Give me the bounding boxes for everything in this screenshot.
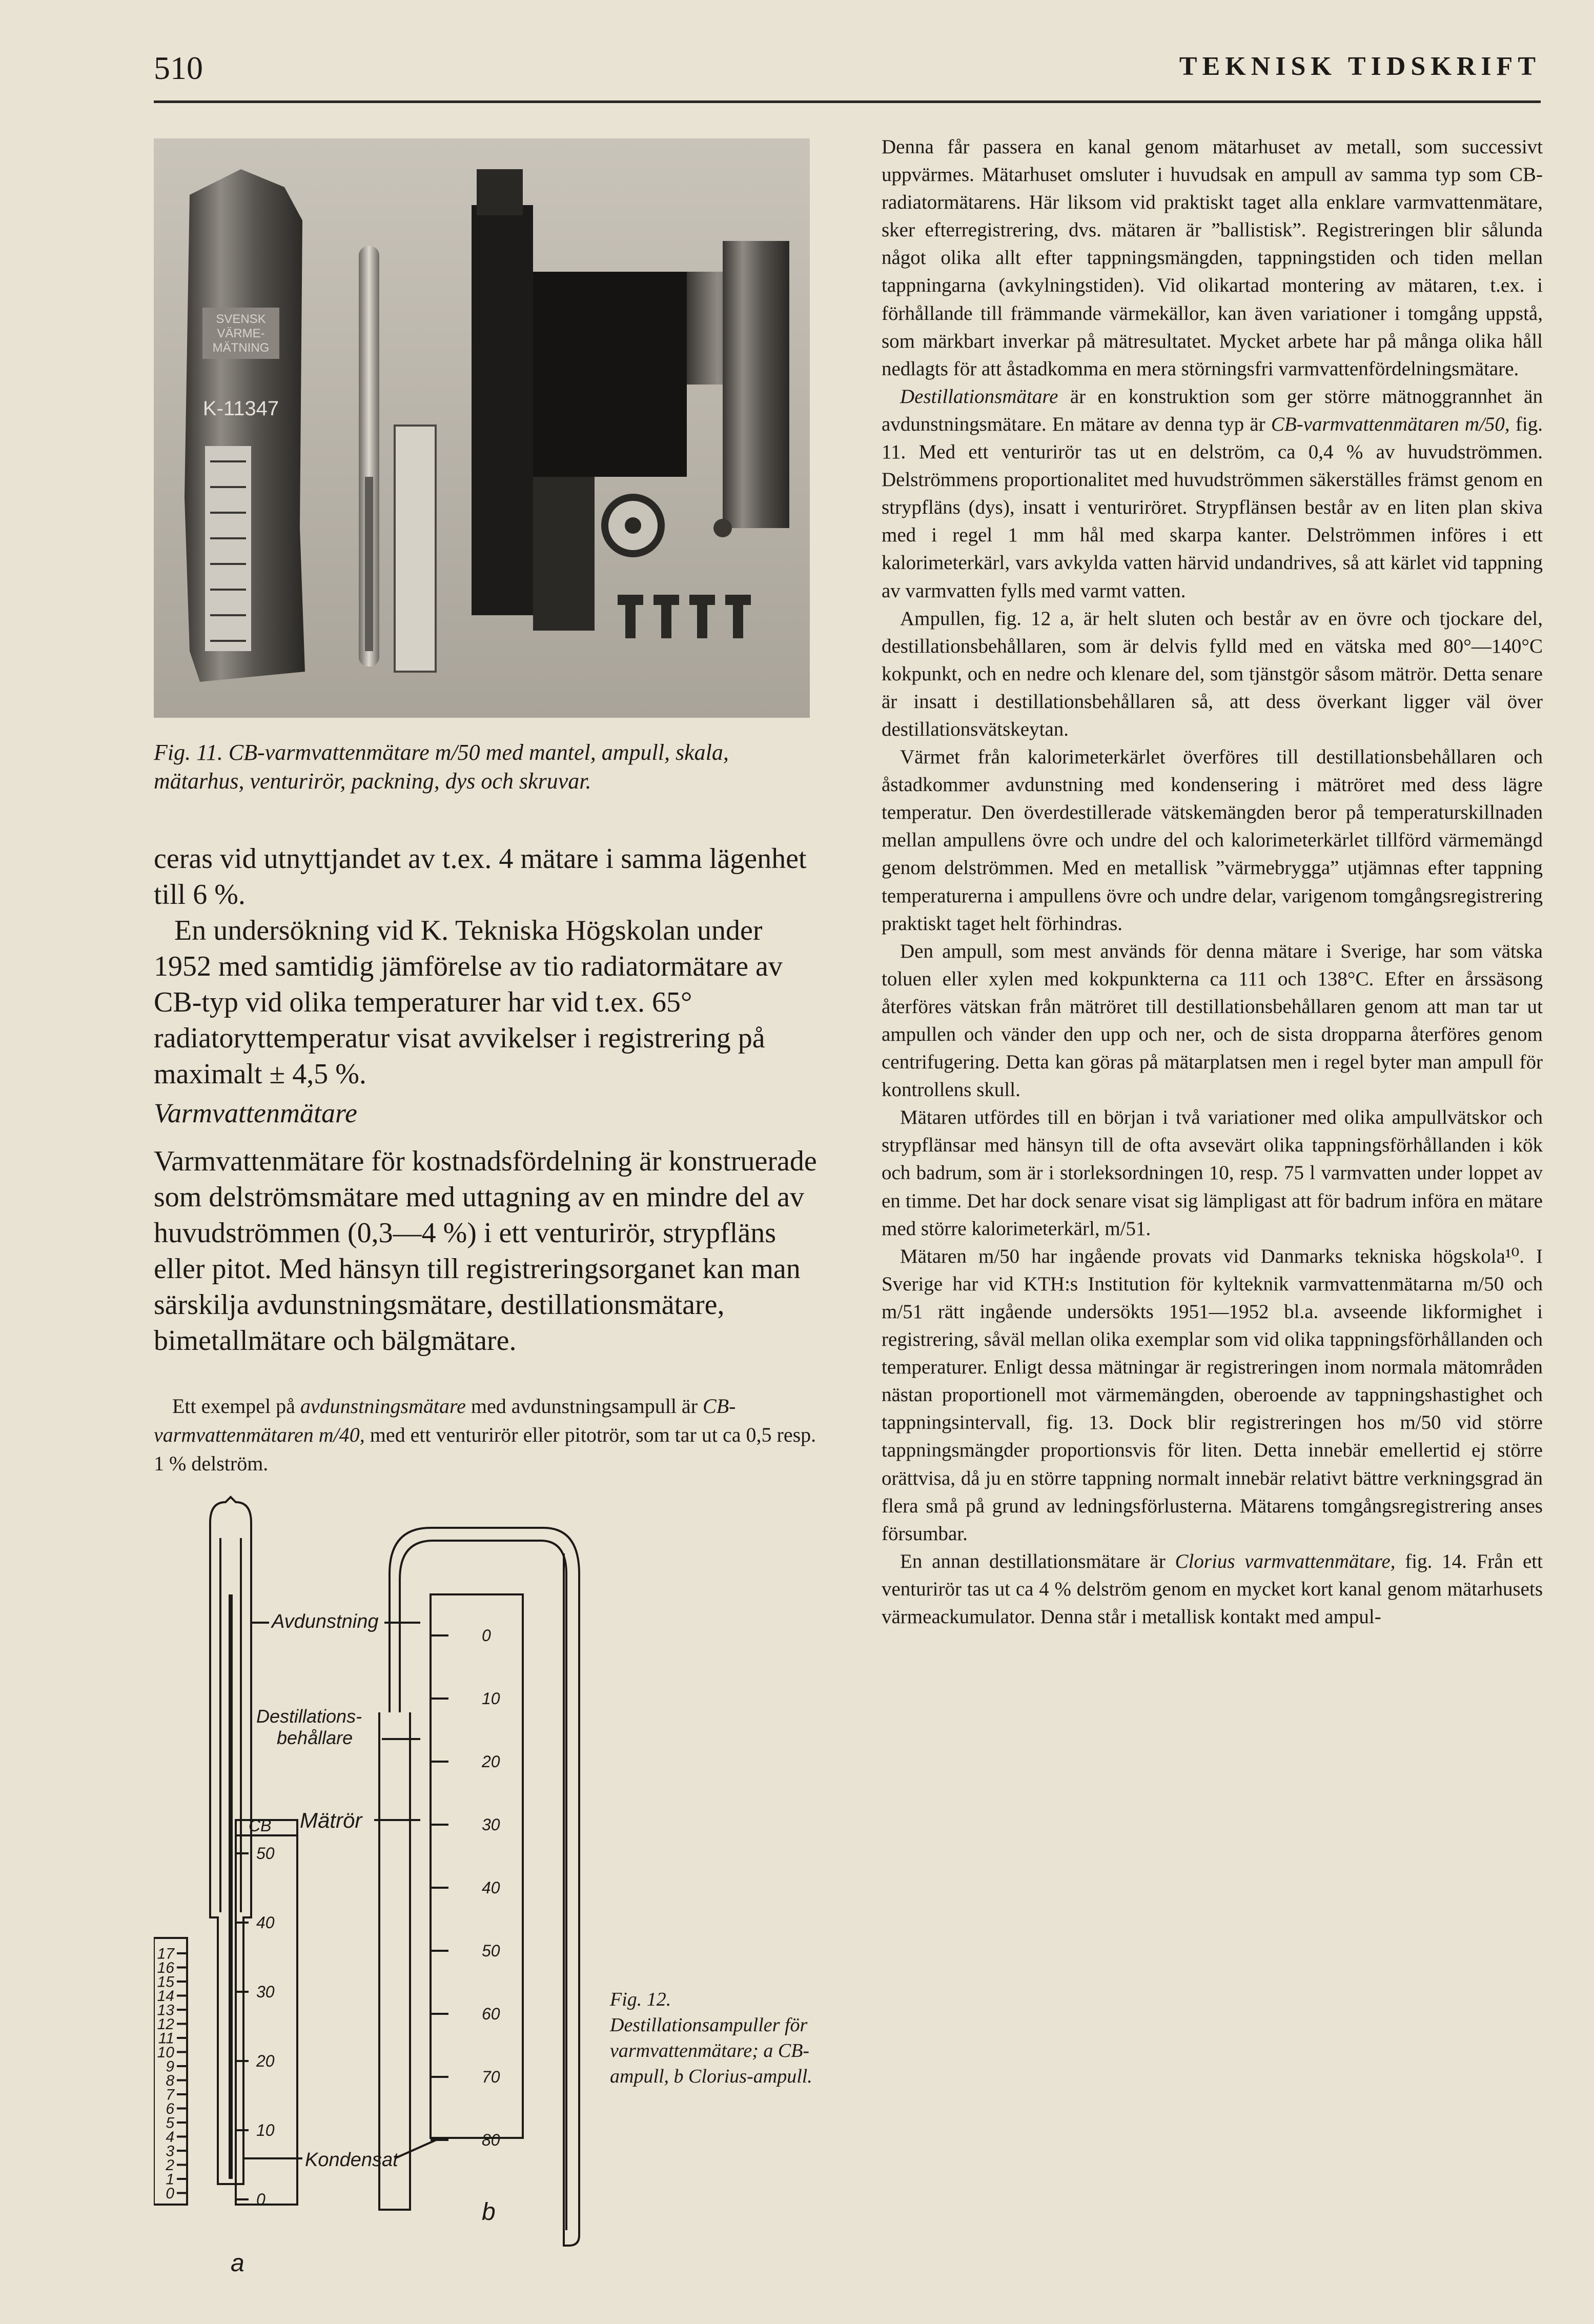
left-paragraph-4: Ett exempel på avdunstningsmätare med avdunstningsampull är CB-varmvattenmätaren m/40, med ett venturirör eller pitotrör, som tar ut ca 0,5 resp. 1 % delström. [154,1395,816,1475]
casing-window [205,446,251,651]
right-paragraph-8: En annan destillationsmätare är Clorius varmvattenmätare, fig. 14. Från ett venturirör tas ut ca 4 % delström genom en mycket kort kanal genom mätarhusets värmeackumulator. Denna står i metallisk kontakt med ampul- [882,1550,1543,1628]
label-cb: CB [249,1816,272,1835]
left-paragraph-2: En undersökning vid K. Tekniska Högskolan under 1952 med samtidig jämförelse av tio radiatormätare av CB-typ vid olika temperaturer har vid t.ex. 65° radiatoryttemperatur visat avvikelser i registrering på maximalt ± 4,5 %. [154,915,783,1090]
meter-block [533,272,687,477]
right-paragraph-2: Destillationsmätare är en konstruktion som ger större mätnoggrannhet än avdunstningsmätare. En mätare av denna typ är CB-varmvattenmätaren m/50, fig. 11. Med ett venturirör tas ut en delström, ca 0,4 % av huvudströmmen. Delströmmens proportionalitet med huvudströmmen säkerställes främst genom en strypfläns (dys), insatt i venturiröret. Strypflänsen består av en liten plan skiva med i regel 1 mm hål med skarpa kanter. Delströmmen införes i ett kalorimeterkärl, vars avkylda vatten härvid undandrives, så att kärlet vid tappning av varmvatten fylls med varmt vatten. [882,385,1543,602]
scale-a-left-label: 2 [166,2157,174,2174]
right-paragraph-6: Mätaren utfördes till en början i två variationer med olika ampullvätskor och strypflänsar med hänsyn till de ofta avsevärt olika tappningsförhållanden i kök och badrum, som är i storleksordningen 10, resp. 75 l varmvatten under loppet av en timme. Det har dock senare visat sig lämpligast att för badrum införa en mätare med större kalorimeterkärl, m/51. [882,1106,1543,1240]
right-paragraph-3: Ampullen, fig. 12 a, är helt sluten och består av en övre och tjockare del, destillationsbehållaren, som är delvis fylld med en vätska med 80°—140°C kokpunkt, och en nedre och klenare del, som tjänstgör såsom mätrör. Detta senare är insatt i destillationsbehållaren så, att dess överkant ligger väl över destillationsvätskeytan. [882,607,1543,740]
scale-a-left-label: 7 [166,2086,174,2104]
washer-hole [625,517,641,534]
scale-a-right-label: 50 [256,1844,275,1863]
label-kondensat: Kondensat [305,2149,398,2171]
scale-b-box [431,1594,523,2138]
scale-b-label: 20 [482,1752,500,1771]
scale-a-left-label: 4 [166,2129,174,2146]
nozzle [713,519,732,537]
scale-a-left-label: 0 [166,2185,174,2202]
ampoule-b-lower [379,1712,410,2210]
scale-a-right-label: 30 [256,1983,275,2002]
scale-a-right-label: 20 [256,2052,275,2071]
ampoule-liquid [365,477,373,651]
plate-line-3: MÄTNING [212,341,270,355]
right-paragraph-7: Mätaren m/50 har ingående provats vid Danmarks tekniska högskola¹⁰. I Sverige har vid KTH:s Institution för kylteknik varmvattenmätarna m/50 och m/51 rätt ingående undersökts 1951—1952 bl.a. avseende likformighet i registrering, såväl mellan olika exemplar som vid olika tappningsförhållanden och temperaturer. Enligt dessa mätningar är registreringen inom normala mätområden nästan proportionell mot värmemängden, oberoende av tappningshastighet och tappningsintervall, fig. 13. Dock blir registreringen hos m/50 vid större tappningsmängder proportionsvis för liten. Detta innebär emellertid ej större orättvisa, då ju en större tappning normalt innebär relativt bättre verkningsgrad än flera små på grund av ledningsförlusterna. Mätarens tomgångsregistrering anses försumbar. [882,1245,1543,1545]
scale-b-label: 80 [482,2131,500,2150]
meter-body [472,205,533,615]
scale-b-label: 0 [482,1626,491,1645]
meter-stem [533,477,595,631]
right-column [882,133,1543,1631]
meter-cap [477,169,523,215]
pipe-tee [723,241,789,528]
scale-b-label: 40 [482,1878,500,1897]
page-number: 510 [154,50,203,86]
scale-b-label: 60 [482,2005,500,2024]
left-paragraph-1: ceras vid utnyttjandet av t.ex. 4 mätare i samma lägenhet till 6 %. [154,843,807,911]
scale-strip [395,426,436,672]
scale-a-left-label: 8 [166,2072,174,2089]
right-paragraph-4: Värmet från kalorimeterkärlet överföres till destillationsbehållaren och åstadkommer avdunstning med kondensering i mätröret med dess lägre temperatur. Den överdestillerade vätskemängden beror på temperaturskillnaden mellan ampullens övre och undre del och kalorimeterkärlet tillförd värmemängd genom delströmmen. Med en metallisk ”värmebrygga” utjämnas efter tappning temperaturerna i ampullens övre och undre delar, varigenom tomgångsregistrering praktiskt taget helt förhindras. [882,746,1543,935]
plate-serial: K-11347 [202,397,279,420]
left-paragraph-3: Varmvattenmätare för kostnadsfördelning är konstruerade som delströmsmätare med uttagning av en mindre del av huvudströmmen (0,3—4 %) i ett venturirör, strypfläns eller pitot. Med hänsyn till registreringsorganet kan man särskilja avdunstningsmätare, destillationsmätare, bimetallmätare och bälgmätare. [154,1145,817,1357]
header-rule [154,100,1541,103]
scale-a-left-label: 13 [157,2002,174,2019]
scale-a-left-label: 6 [166,2100,174,2117]
scale-b-label: 10 [482,1689,500,1708]
scale-a-left-label: 5 [166,2114,174,2132]
scale-a-left-label: 9 [166,2058,174,2075]
leader-kondensat-right [395,2138,441,2158]
right-paragraph-5: Den ampull, som mest används för denna mätare i Sverige, har som vätska toluen eller xylen med kokpunkterna ca 111 och 138°C. Efter en årssäsong återföres vätskan från mätröret till destillationsbehållaren genom att man tar ut ampullen och vänder den upp och ner, och de sista dropparna återföres genom centrifugering. Detta kan göras på mätarplatsen men i regel byter man ampull för kontrollens skull. [882,940,1543,1101]
scale-b-label: 70 [482,2068,500,2087]
scale-a-left-label: 16 [157,1959,174,1976]
plate-line-2: VÄRME- [217,327,265,340]
scale-a-left-label: 1 [166,2171,174,2188]
right-paragraph-1: Denna får passera en kanal genom mätarhuset av metall, som successivt uppvärmes. Mätarhuset omsluter i huvudsak en ampull av samma typ som CB-radiatormätarens. Här liksom vid praktiskt taget alla enklare varmvattenmätare, sker efterregistrering, dvs. mätaren är ”ballistisk”. Registreringen blir sålunda något olika allt efter tappningsmängden, tappningstiden och tiden mellan tappningarna (avkylningstiden). Vid olikartad montering av mätaren, t.ex. i förhållande till främmande värmekällor, kan även variationer i tomgång uppstå, som märkbart inverkar på mätresultatet. Mycket arbete har på många olika håll nedlagts för att åstadkomma en mera störningsfri varmvattenfördelningsmätare. [882,136,1543,380]
fig12-caption: Fig. 12. Destillationsampuller för varmvattenmätare; a CB-ampull, b Clorius-ampull. [610,1989,812,2087]
fig11-caption: Fig. 11. CB-varmvattenmätare m/50 med mantel, ampull, skala, mätarhus, venturirör, packning, dys och skruvar. [154,740,729,794]
scale-a-left-label: 12 [157,2016,174,2033]
scale-a-left-label: 14 [157,1988,174,2005]
scale-a-left-label: 11 [158,2030,174,2047]
label-destillation-2: behållare [277,1727,353,1748]
label-a: a [231,2250,244,2277]
scale-a-left-label: 17 [157,1945,174,1963]
scale-a-right-label: 40 [256,1913,275,1932]
scale-a-left-label: 10 [157,2044,174,2061]
scale-a-right-label: 0 [256,2190,265,2209]
scale-a-left [157,1946,187,2202]
scale-a-left-label: 3 [166,2143,174,2160]
scale-a-right-box [236,1820,297,2205]
label-b: b [482,2198,496,2226]
label-avdunstning: Avdunstning [272,1611,379,1632]
section-heading: Varmvattenmätare [154,1098,357,1128]
label-destillation-1: Destillations- [256,1706,362,1727]
label-matror: Mätrör [300,1808,362,1832]
fig12-diagram [154,1492,820,2281]
scale-b-label: 30 [482,1815,500,1834]
journal-title: TEKNISK TIDSKRIFT [1179,52,1541,81]
fig11-photo [154,138,810,718]
scale-b [431,1626,500,2149]
scale-a-right-label: 10 [256,2121,275,2140]
plate-line-1: SVENSK [216,312,266,326]
scale-a-left-label: 15 [157,1973,174,1991]
scale-b-label: 50 [482,1942,500,1961]
